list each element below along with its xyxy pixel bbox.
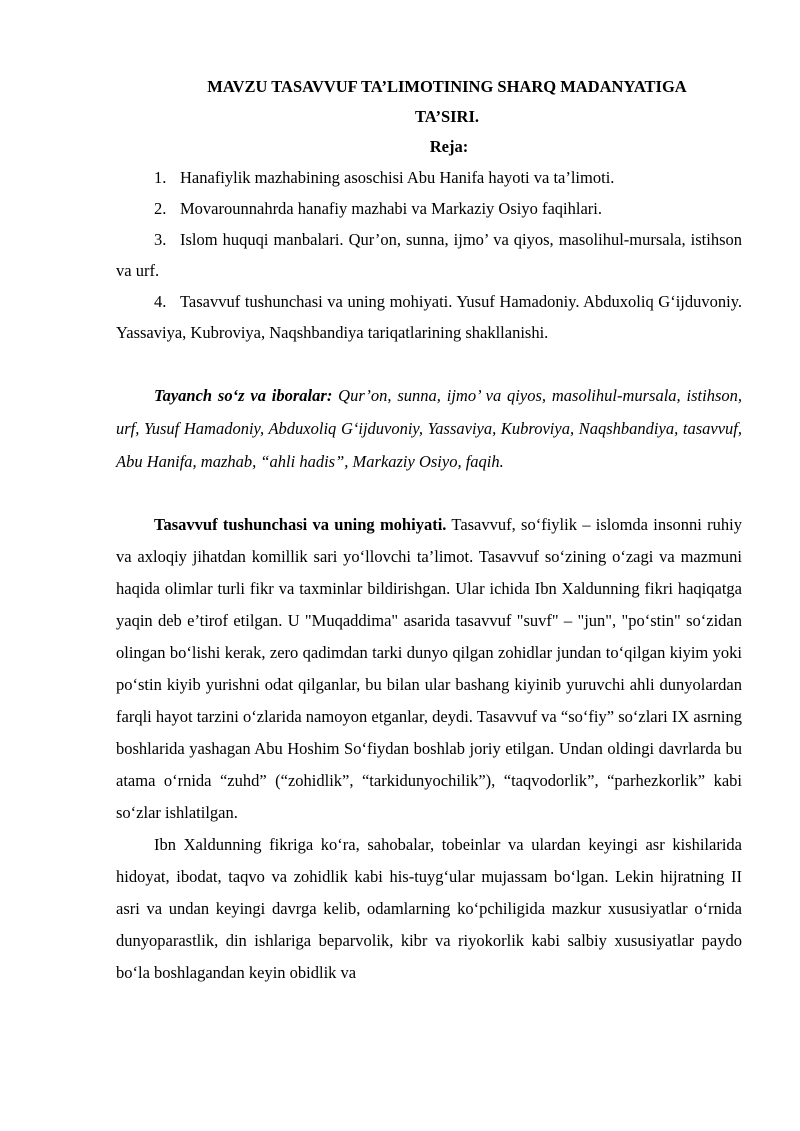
plan-item bbox=[116, 286, 742, 348]
document-page bbox=[116, 72, 742, 989]
keywords-text: Qur’on, sunna, ijmo’ va qiyos, masolihul-mursala, istihson, urf, Yusuf Hamadoniy, Abduxoliq G‘ijduvoniy, Yassaviya, Kubroviya, Naqshbandiya, tasavvuf, Abu Hanifa, mazhab, “ahli hadis”, Markaziy Osiyo, faqih. bbox=[116, 386, 742, 471]
title-line-2: TA’SIRI. bbox=[414, 107, 480, 126]
keywords-label: Tayanch so‘z va iboralar: bbox=[154, 386, 333, 405]
plan-item bbox=[116, 193, 742, 224]
plan-item-text: Hanafiylik mazhabining asoschisi Abu Hanifa hayoti va ta’limoti. bbox=[180, 168, 615, 187]
body-paragraph bbox=[116, 829, 742, 989]
blank-line bbox=[116, 348, 742, 379]
title-line-1: MAVZU TASAVVUF TA’LIMOTINING SHARQ MADANYATIGA bbox=[207, 77, 687, 96]
plan-item-number: 2. bbox=[154, 199, 167, 218]
paragraph-text: Ibn Xaldunning fikriga ko‘ra, sahobalar, tobeinlar va ulardan keyingi asr kishilarida hidoyat, ibodat, taqvo va zohidlik kabi his-tuyg‘ular mujassam bo‘lgan. Lekin hijratning II asri va undan keyingi davrga kelib, odamlarning ko‘pchiligida mazkur xususiyatlar o‘rnida dunyoparastlik, din ishlariga beparvolik, kibr va riyokorlik kabi salbiy xususiyatlar paydo bo‘la boshlagandan keyin obidlik va bbox=[116, 835, 742, 982]
plan-item-number: 1. bbox=[154, 168, 167, 187]
plan-list bbox=[116, 162, 742, 348]
plan-item-text: Islom huquqi manbalari. Qur’on, sunna, ijmo’ va qiyos, masolihul-mursala, istihson va urf. bbox=[116, 230, 742, 280]
plan-item-text: Movarounnahrda hanafiy mazhabi va Markaziy Osiyo faqihlari. bbox=[180, 199, 602, 218]
plan-item bbox=[116, 224, 742, 286]
document-title bbox=[116, 72, 742, 132]
keywords-paragraph bbox=[116, 379, 742, 478]
blank-line bbox=[116, 478, 742, 509]
plan-heading: Reja: bbox=[429, 137, 469, 156]
body-paragraph bbox=[116, 509, 742, 829]
plan-item-text: Tasavvuf tushunchasi va uning mohiyati. Yusuf Hamadoniy. Abduxoliq G‘ijduvoniy. Yassaviya, Kubroviya, Naqshbandiya tariqatlarining shakllanishi. bbox=[116, 292, 742, 342]
plan-item-number: 3. bbox=[154, 230, 167, 249]
plan-item bbox=[116, 162, 742, 193]
section-heading: Tasavvuf tushunchasi va uning mohiyati. bbox=[154, 515, 447, 534]
paragraph-text: Tasavvuf, so‘fiylik – islomda insonni ruhiy va axloqiy jihatdan komillik sari yo‘llovchi ta’limot. Tasavvuf so‘zining o‘zagi va mazmuni haqida olimlar turli fikr va taxminlar bildirishgan. Ular ichida Ibn Xaldunning fikri haqiqatga yaqin deb e’tirof etilgan. U "Muqaddima" asarida tasavvuf "suvf" – "jun", "po‘stin" so‘zidan olingan bo‘lishi kerak, zero qadimdan tarki dunyo qilgan zohidlar jundan to‘qilgan kiyim yoki po‘stin kiyib yurishni odat qilganlar, bu bilan ular bashang kiyinib yuruvchi ahli dunyolardan farqli hayot tarzini o‘zlarida namoyon etganlar, deydi. Tasavvuf va “so‘fiy” so‘zlari IX asrning boshlarida yashagan Abu Hoshim So‘fiydan boshlab joriy etilgan. Undan oldingi davrlarda bu atama o‘rnida “zuhd” (“zohidlik”, “tarkidunyochilik”), “taqvodorlik”, “parhezkorlik” kabi so‘zlar ishlatilgan. bbox=[116, 515, 742, 822]
plan-item-number: 4. bbox=[154, 292, 167, 311]
